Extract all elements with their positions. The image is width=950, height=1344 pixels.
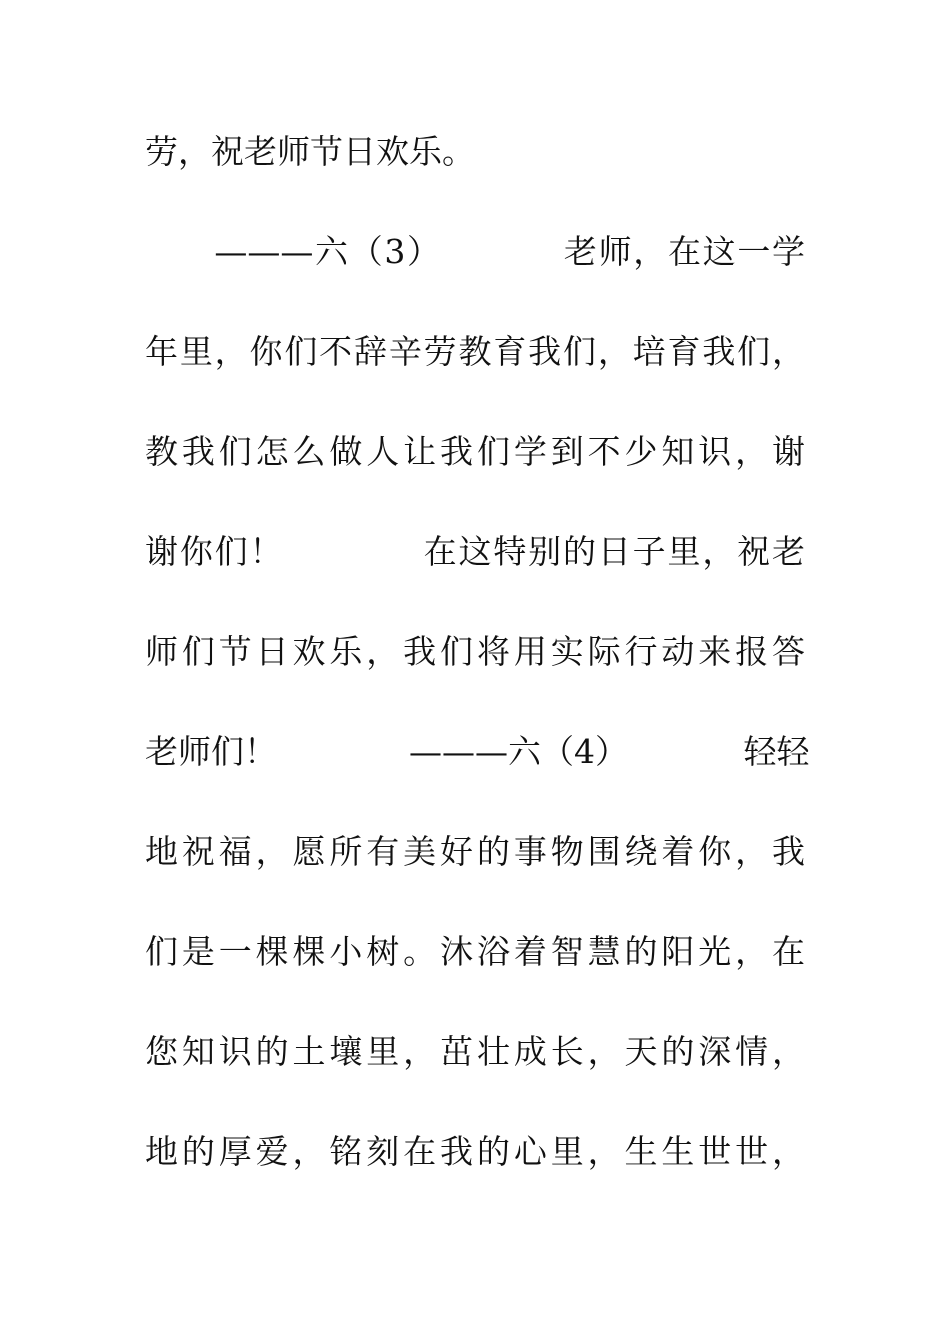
text-line-5: 谢你们！ 在这特别的日子里，祝老 (145, 532, 805, 571)
text-line-3: 年里，你们不辞辛劳教育我们，培育我们， (145, 332, 805, 371)
text-line-4: 教我们怎么做人让我们学到不少知识，谢 (145, 432, 805, 471)
text-line-2: ———六（3） 老师，在这一学 (145, 232, 805, 271)
text-line-10: 您知识的土壤里，茁壮成长，天的深情， (145, 1032, 805, 1071)
text-line-1: 劳，祝老师节日欢乐。 (145, 132, 475, 171)
text-line-7: 老师们！ ———六（4） 轻轻 (145, 732, 810, 771)
text-line-11: 地的厚爱，铭刻在我的心里，生生世世， (145, 1132, 805, 1171)
text-line-6: 师们节日欢乐，我们将用实际行动来报答 (145, 632, 805, 671)
text-line-8: 地祝福，愿所有美好的事物围绕着你，我 (145, 832, 805, 871)
text-line-9: 们是一棵棵小树。沐浴着智慧的阳光，在 (145, 932, 805, 971)
